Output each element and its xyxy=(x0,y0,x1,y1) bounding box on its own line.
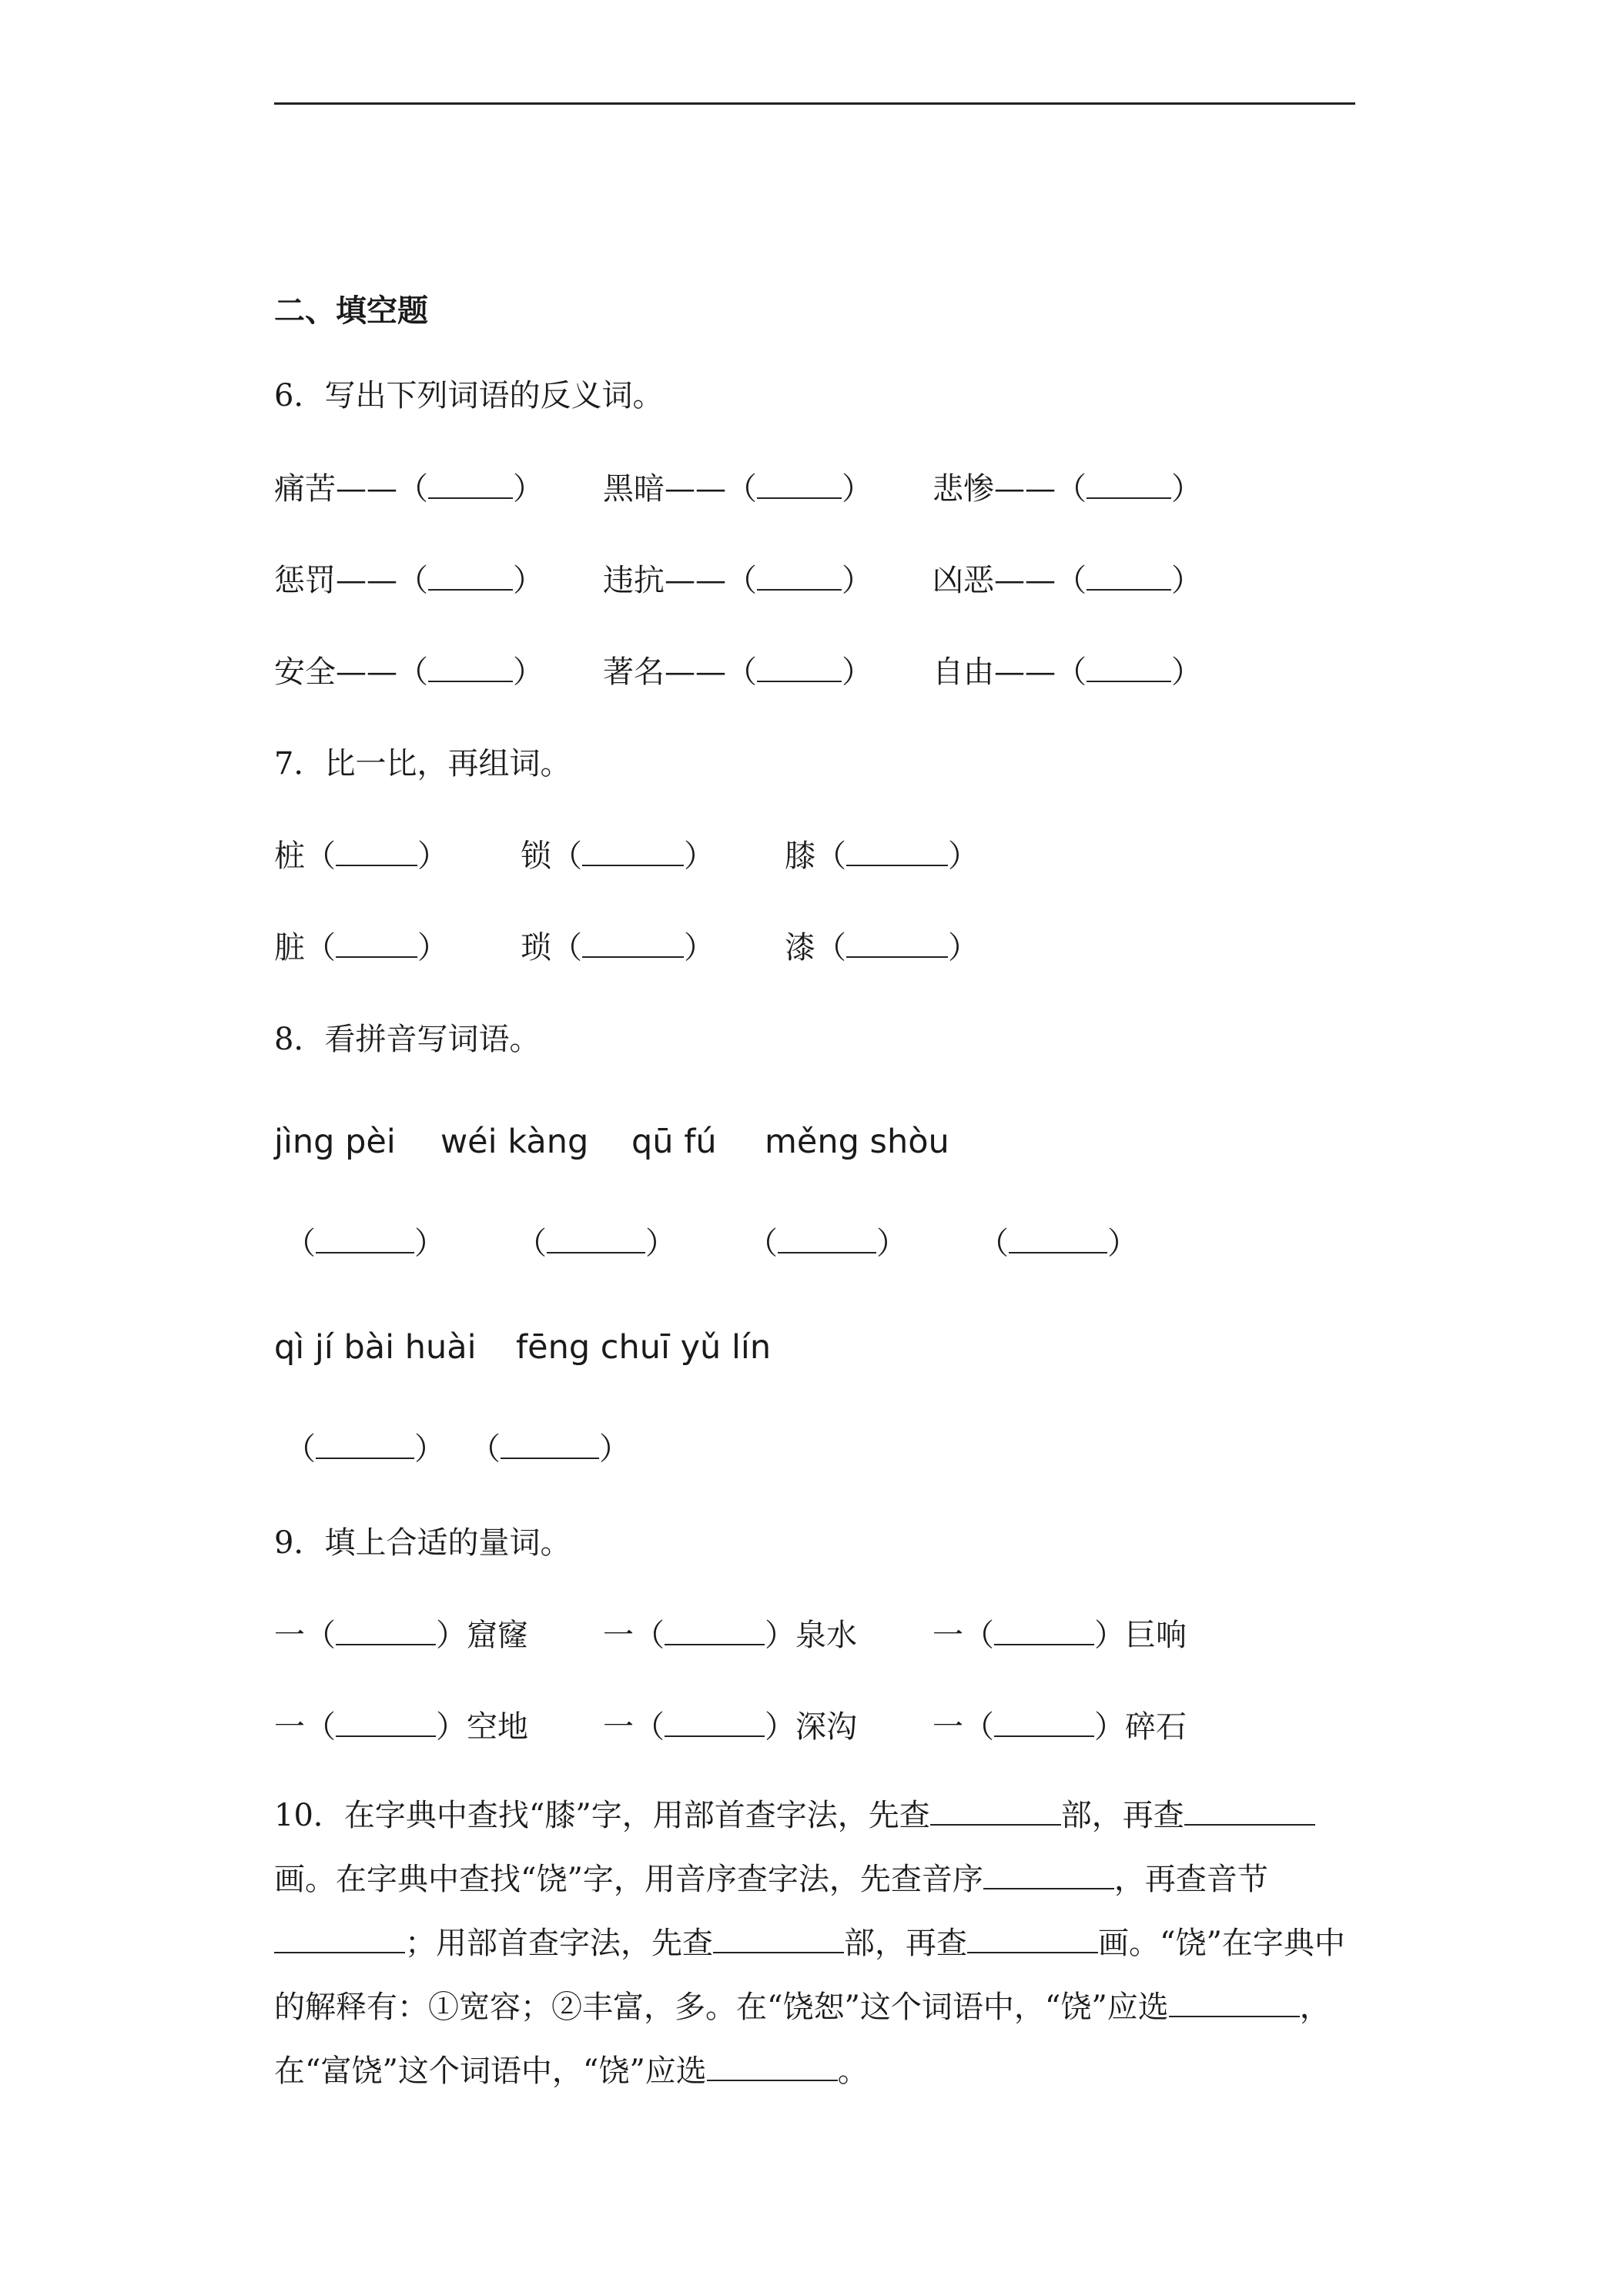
q6-item: 惩罚——（ ） xyxy=(274,560,544,601)
answer-blank[interactable] xyxy=(1087,468,1171,499)
answer-blank[interactable] xyxy=(757,560,842,591)
answer-blank[interactable] xyxy=(428,651,513,682)
q8-answer: （ ） xyxy=(978,1223,1138,1263)
answer-blank[interactable] xyxy=(336,927,417,958)
answer-blank[interactable] xyxy=(665,1706,765,1737)
answer-blank[interactable] xyxy=(846,835,948,866)
q6-item: 违抗——（ ） xyxy=(603,560,872,601)
answer-blank[interactable] xyxy=(967,1924,1098,1953)
answer-blank[interactable] xyxy=(316,1223,414,1253)
q7-item: 桩（ ） xyxy=(274,835,448,876)
answer-blank[interactable] xyxy=(428,560,513,591)
q9-item: 一（ ）窟窿 xyxy=(274,1615,528,1655)
q7-item: 漆（ ） xyxy=(785,927,979,968)
section-title: 二、填空题 xyxy=(274,293,428,329)
q6-item: 痛苦——（ ） xyxy=(274,468,544,509)
pinyin-label: wéi kàng xyxy=(440,1123,589,1161)
q7-item: 脏（ ） xyxy=(274,927,448,968)
answer-blank[interactable] xyxy=(1087,560,1171,591)
q6-item: 黑暗——（ ） xyxy=(603,468,872,509)
q9-item: 一（ ）深沟 xyxy=(603,1706,857,1747)
answer-blank[interactable] xyxy=(1009,1223,1107,1253)
pinyin-label: jìng pèi xyxy=(274,1123,396,1161)
pinyin-label: fēng chuī yǔ lín xyxy=(516,1328,772,1367)
pinyin-label: měng shòu xyxy=(765,1123,949,1161)
q8-answer: （ ） xyxy=(747,1223,907,1263)
answer-blank[interactable] xyxy=(1087,651,1171,682)
q9-prompt: 9．填上合适的量词。 xyxy=(274,1525,571,1561)
answer-blank[interactable] xyxy=(428,468,513,499)
pinyin-label: qì jí bài huài xyxy=(274,1328,477,1367)
q6-item: 自由——（ ） xyxy=(933,651,1202,692)
answer-blank[interactable] xyxy=(707,2052,838,2081)
answer-blank[interactable] xyxy=(757,651,842,682)
header-rule xyxy=(274,102,1355,105)
q9-item: 一（ ）空地 xyxy=(274,1706,528,1747)
q10-paragraph: 10．在字典中查找“膝”字，用部首查字法，先查 部，再查画。在字典中查找“饶”字，用音序查字法，先查音序 ，再查音节；用部首查字法，先查 部，再查 画。“饶”在字典中的解释有：①宽容；②丰富，多。在“饶恕”这个词语中，“饶”应选 ，在“富饶”这个词语中，“饶”应选 。 xyxy=(274,1798,1345,2089)
answer-blank[interactable] xyxy=(336,1706,436,1737)
q8-answer: （ ） xyxy=(516,1223,676,1263)
answer-blank[interactable] xyxy=(665,1615,765,1645)
pinyin-label: qū fú xyxy=(631,1123,717,1161)
answer-blank[interactable] xyxy=(983,1860,1114,1889)
answer-blank[interactable] xyxy=(994,1706,1094,1737)
answer-blank[interactable] xyxy=(713,1924,844,1953)
q6-item: 安全——（ ） xyxy=(274,651,544,692)
q9-item: 一（ ）碎石 xyxy=(933,1706,1187,1747)
answer-blank[interactable] xyxy=(930,1796,1061,1826)
q8-answer: （ ） xyxy=(470,1428,630,1469)
q9-item: 一（ ）泉水 xyxy=(603,1615,857,1655)
answer-blank[interactable] xyxy=(846,927,948,958)
answer-blank[interactable] xyxy=(316,1428,414,1459)
q7-item: 琐（ ） xyxy=(521,927,715,968)
q6-prompt: 6．写出下列词语的反义词。 xyxy=(274,378,664,413)
q7-item: 膝（ ） xyxy=(785,835,979,876)
answer-blank[interactable] xyxy=(336,1615,436,1645)
answer-blank[interactable] xyxy=(582,835,684,866)
answer-blank[interactable] xyxy=(547,1223,645,1253)
answer-blank[interactable] xyxy=(1184,1796,1315,1826)
q6-item: 著名——（ ） xyxy=(603,651,872,692)
answer-blank[interactable] xyxy=(582,927,684,958)
answer-blank[interactable] xyxy=(336,835,417,866)
q6-item: 悲惨——（ ） xyxy=(933,468,1202,509)
q7-item: 锁（ ） xyxy=(521,835,715,876)
answer-blank[interactable] xyxy=(274,1924,405,1953)
answer-blank[interactable] xyxy=(1169,1988,1300,2017)
answer-blank[interactable] xyxy=(994,1615,1094,1645)
q7-prompt: 7．比一比，再组词。 xyxy=(274,746,571,782)
q8-prompt: 8．看拼音写词语。 xyxy=(274,1022,541,1057)
q6-item: 凶恶——（ ） xyxy=(933,560,1202,601)
q8-answer: （ ） xyxy=(285,1223,445,1263)
answer-blank[interactable] xyxy=(757,468,842,499)
answer-blank[interactable] xyxy=(501,1428,599,1459)
q9-item: 一（ ）巨响 xyxy=(933,1615,1187,1655)
q8-answer: （ ） xyxy=(285,1428,445,1469)
answer-blank[interactable] xyxy=(778,1223,876,1253)
